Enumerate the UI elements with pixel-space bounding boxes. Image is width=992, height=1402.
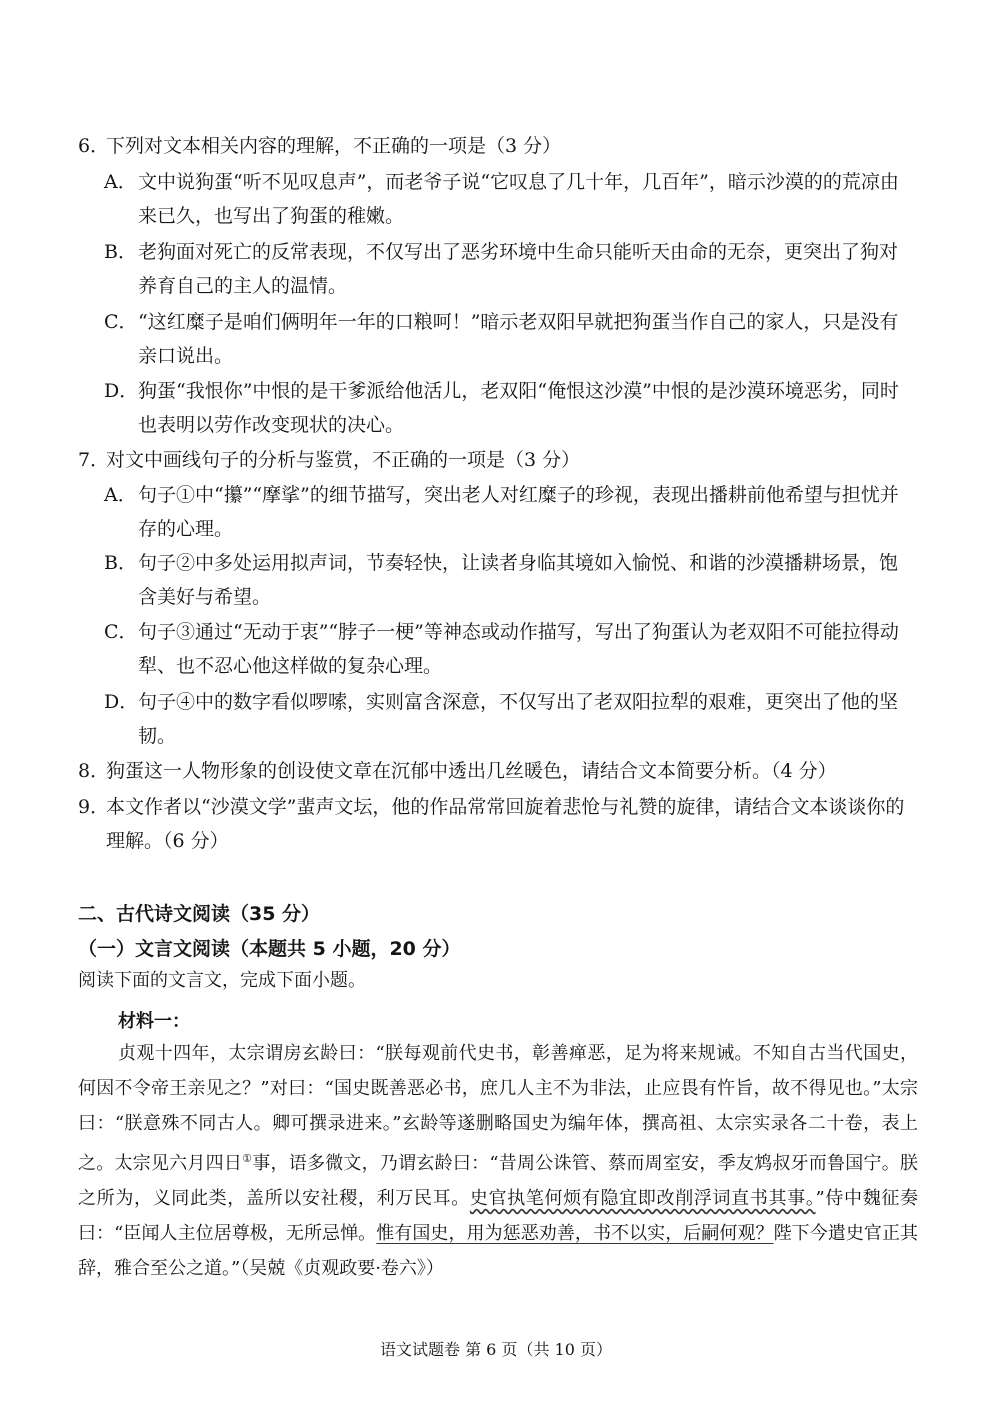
passage-text: 陛下今遣史官正其辞，雅合至公之道。”（吴兢《贞观政要·卷六》）	[78, 1223, 919, 1279]
passage-text: 事，语多微文，乃谓玄龄曰：“昔周公诛管、蔡而周室安，季友鸩叔牙而鲁国宁。朕之所为，义同此类，盖所以安社稷，利万民耳。	[78, 1153, 918, 1209]
question-stem: 下列对文本相关内容的理解，不正确的一项是（3 分）	[106, 135, 562, 157]
section-title: 二、古代诗文阅读（35 分）	[78, 903, 321, 925]
q7-option-b	[104, 546, 916, 614]
option-text: 句子③通过“无动于衷”“脖子一梗”等神态或动作描写，写出了狗蛋认为老双阳不可能拉得动犁、也不忍心他这样做的复杂心理。	[138, 621, 899, 677]
passage-text: ”侍中魏征奏曰：“臣闻人主位居尊极，无所忌惮。	[78, 1188, 919, 1244]
option-text: 句子①中“攥”“摩挲”的细节描写，突出老人对红糜子的珍视，表现出播耕前他希望与担忧并存的心理。	[138, 484, 899, 540]
q7-option-d	[104, 685, 916, 753]
q6-option-c	[104, 305, 916, 373]
subsection-title: （一）文言文阅读（本题共 5 小题，20 分）	[78, 938, 461, 960]
option-label: D．	[104, 380, 139, 402]
question-7	[78, 443, 918, 477]
question-number: 7．	[78, 449, 110, 471]
option-text: “这红糜子是咱们俩明年一年的口粮呵！”暗示老双阳早就把狗蛋当作自己的家人，只是没有亲口说出。	[138, 311, 899, 367]
option-text: 老狗面对死亡的反常表现，不仅写出了恶劣环境中生命只能听天由命的无奈，更突出了狗对养育自己的主人的温情。	[138, 241, 899, 297]
option-text: 文中说狗蛋“听不见叹息声”，而老爷子说“它叹息了几十年，几百年”，暗示沙漠的的荒凉由来已久，也写出了狗蛋的稚嫩。	[138, 171, 899, 227]
question-number: 8．	[78, 760, 110, 782]
question-8	[78, 754, 918, 788]
question-number: 9．	[78, 796, 110, 818]
question-number: 6．	[78, 135, 110, 157]
q7-option-a	[104, 478, 916, 546]
option-label: B．	[104, 241, 137, 263]
page-footer: 语文试题卷 第 6 页（共 10 页）	[380, 1340, 612, 1359]
q6-option-a	[104, 165, 916, 233]
option-label: A．	[104, 171, 137, 193]
q6-option-d	[104, 374, 916, 442]
option-label: B．	[104, 552, 137, 574]
option-text: 句子④中的数字看似啰嗦，实则富含深意，不仅写出了老双阳拉犁的艰难，更突出了他的坚韧。	[138, 691, 899, 747]
option-label: C．	[104, 311, 138, 333]
option-label: C．	[104, 621, 138, 643]
option-label: D．	[104, 691, 139, 713]
wavy-underlined-sentence: 史官执笔何烦有隐宜即改削浮词直书其事。	[469, 1188, 816, 1209]
material-label: 材料一：	[118, 1011, 190, 1032]
option-text: 狗蛋“我恨你”中恨的是干爹派给他活儿，老双阳“俺恨这沙漠”中恨的是沙漠环境恶劣，同时也表明以劳作改变现状的决心。	[138, 380, 899, 436]
classical-passage	[78, 1036, 918, 1286]
underlined-sentence: 惟有国史，用为惩恶劝善，书不以实，后嗣何观？	[376, 1223, 774, 1244]
option-text: 句子②中多处运用拟声词，节奏轻快，让读者身临其境如入愉悦、和谐的沙漠播耕场景，饱含美好与希望。	[138, 552, 899, 608]
question-stem: 狗蛋这一人物形象的创设使文章在沉郁中透出几丝暖色，请结合文本简要分析。（4 分）	[106, 760, 837, 782]
option-label: A．	[104, 484, 137, 506]
q6-option-b	[104, 235, 916, 303]
footnote-marker: ①	[242, 1152, 253, 1165]
q7-option-c	[104, 615, 916, 683]
question-stem: 对文中画线句子的分析与鉴赏，不正确的一项是（3 分）	[106, 449, 581, 471]
passage-text: 贞观十四年，太宗谓房玄龄曰：“朕每观前代史书，彰善瘅恶，足为将来规诫。不知自古当代国史，何因不令帝王亲见之？”对曰：“国史既善恶必书，庶几人主不为非法，止应畏有忤旨，故不得见也。”太宗曰：“朕意殊不同古人。卿可撰录进来。”玄龄等遂删略国史为编年体，撰高祖、太宗实录各二十卷，表上之。太宗见六月四日	[78, 1043, 918, 1174]
instruction-text: 阅读下面的文言文，完成下面小题。	[78, 970, 366, 991]
question-6	[78, 129, 918, 163]
question-9	[78, 790, 918, 858]
question-stem: 本文作者以“沙漠文学”蜚声文坛，他的作品常常回旋着悲怆与礼赞的旋律，请结合文本谈谈你的理解。（6 分）	[106, 796, 905, 852]
